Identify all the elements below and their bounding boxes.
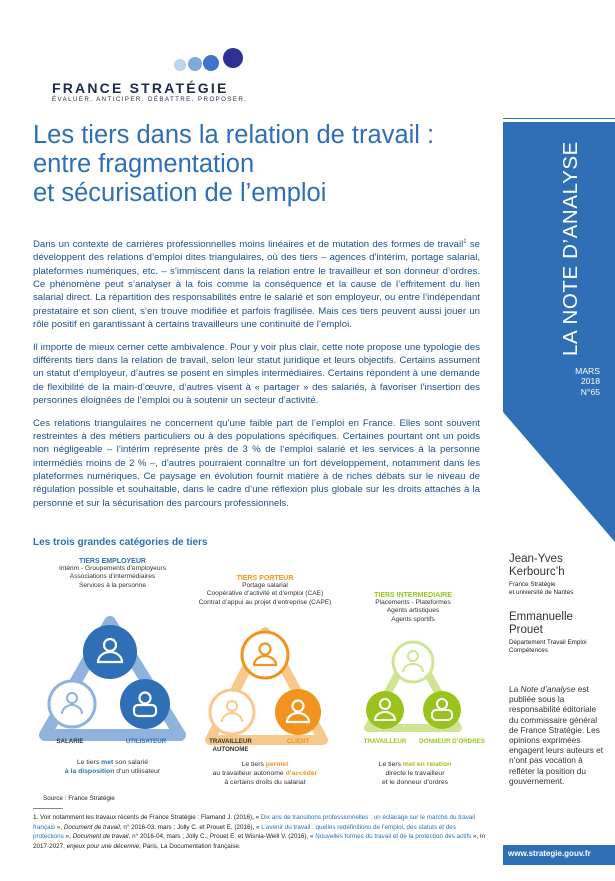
author-last-name: Prouet bbox=[509, 624, 543, 636]
group-3-caption bbox=[350, 760, 480, 792]
label-left bbox=[40, 738, 100, 750]
caption-key: à la disposition bbox=[64, 768, 115, 775]
group-porteur bbox=[210, 632, 323, 740]
group-head: TIERS PORTEUR bbox=[236, 575, 294, 582]
caption-text: Le tiers bbox=[241, 761, 266, 768]
role-label: SALARIÉ bbox=[56, 738, 84, 745]
paragraph-text: Dans un contexte de carrières professionnelles moins linéaires et de mutation des formes de travail bbox=[33, 239, 464, 251]
series-title bbox=[525, 128, 595, 358]
footnote-text: Voir notamment les travaux récents de France Stratégie : Flamand J. (2016), « bbox=[38, 814, 261, 821]
title-line: entre fragmentation bbox=[33, 150, 255, 178]
footnote-text: », bbox=[63, 833, 73, 841]
footnote-text: », bbox=[55, 823, 64, 831]
role-label: TRAVAILLEUR bbox=[209, 738, 252, 745]
caption-text: son salarié bbox=[113, 759, 149, 766]
role-label: CLIENT bbox=[286, 738, 310, 745]
footnote bbox=[33, 813, 488, 851]
title-line: Les tiers dans la relation de travail : bbox=[33, 121, 435, 149]
issue-year: 2018 bbox=[580, 376, 600, 387]
group-2-caption bbox=[180, 760, 350, 792]
caption-text: Le tiers bbox=[378, 761, 403, 768]
paragraph: Ces relations triangulaires ne concernent qu’une faible part de l’emploi en France. Elles sont souvent restreintes à des métiers particuliers ou à des populations spécifiques. Certaines pourtant ont un poids non négligeable – l’intérim représente près de 3 % de l’emploi salarié et les services à la personne intermédiés moins de 2 % –, d’autres pourraient connaître un fort développement, notamment dans les plateformes numériques. Ce paysage en évolution fournit matière à de riches débats sur le niveau de régulation possible et souhaitable, dans le cadre d’une réflexion plus globale sur les droits attachés à la personne et sur la sécurisation des parcours professionnels. bbox=[33, 417, 480, 509]
footnote-link[interactable]: Dix ans de transitions professionnelles : un éclairage sur le marché du travail français bbox=[33, 814, 476, 831]
group-head: TIERS INTERMÉDIAIRE bbox=[374, 592, 452, 599]
caption-key: met en relation bbox=[402, 761, 452, 768]
author-last-name: Kerbourc’h bbox=[509, 566, 565, 578]
issue-info bbox=[560, 366, 600, 397]
group-1-header bbox=[30, 558, 195, 606]
logo-name: FRANCE STRATÉGIE bbox=[52, 80, 229, 96]
role-label: TRAVAILLEUR bbox=[363, 738, 407, 745]
author-affiliation bbox=[509, 639, 609, 655]
caption-key: permet bbox=[265, 761, 289, 768]
caption-key: d’accéder bbox=[285, 770, 318, 777]
caption-line: et le donneur d’ordres bbox=[381, 779, 449, 786]
caption-line bbox=[30, 767, 195, 776]
caption-line bbox=[30, 758, 195, 767]
paragraph bbox=[33, 236, 480, 331]
group-example: Services à la personne bbox=[78, 581, 147, 589]
author-2 bbox=[509, 611, 609, 655]
series-title-text: LA NOTE D’ANALYSE bbox=[559, 141, 582, 356]
group-1-caption bbox=[30, 758, 195, 782]
tiers-diagram bbox=[30, 552, 500, 800]
group-intermediaire bbox=[366, 642, 461, 729]
affiliation-line: et université de Nantes bbox=[509, 589, 574, 596]
group-example: Contrat d’appui au projet d’entreprise (CAPE) bbox=[198, 598, 332, 606]
caption-key: met bbox=[101, 759, 114, 766]
role-label: AUTONOME bbox=[212, 746, 249, 753]
footnote-italic: enjeux pour une décennie bbox=[66, 842, 140, 850]
label-left bbox=[198, 738, 263, 760]
affiliation-line: Département Travail Emploi bbox=[509, 639, 587, 646]
footnote-text: , n° 2016-04, mars ; Jolly C., Prouet E. et Wisnia-Weill V. (2016), « bbox=[128, 833, 316, 841]
paragraph: Il importe de mieux cerner cette ambivalence. Pour y voir plus clair, cette note propose une typologie des différents tiers dans la relation de travail, selon leur statut juridique et leurs objectifs. Certains assument un statut d’employeur, d’autres se posent en simples intermédiaires. Certains répondent à une demande de flexibilité de la main-d’œuvre, d’autres visent à « partager » des salariés, à favoriser l’insertion des personnes éloignées de l’emploi ou à soutenir un secteur d’activité. bbox=[33, 341, 480, 406]
group-head: TIERS EMPLOYEUR bbox=[79, 558, 146, 565]
logo-dots bbox=[172, 44, 252, 74]
group-example: Portage salarial bbox=[242, 582, 288, 589]
editorial-note bbox=[509, 684, 604, 786]
title-line: et sécurisation de l’emploi bbox=[33, 179, 327, 207]
logo-tagline: ÉVALUER. ANTICIPER. DÉBATTRE. PROPOSER. bbox=[52, 96, 248, 103]
paragraph-text: se développent des relations d’emploi dites triangulaires, où des tiers – agences d’intérim, portage salarial, plateformes numériques, etc. – s’immiscent dans la relation entre le travailleur et son donneur d’ordres. Ce phénomène peut s’analyser à la fois comme la conséquence et la cause de l’effritement du lien salarial direct. La répartition des responsabilités entre le salarié et son employeur, ou entre l’indépendant prestataire et son client, s’en trouve modifiée et parfois fragilisée. Mais ces tiers peuvent aussi jouer un rôle positif en garantissant à certains travailleurs une continuité de l’emploi. bbox=[33, 239, 480, 330]
author-affiliation bbox=[509, 581, 609, 597]
note-text: La bbox=[509, 684, 521, 694]
caption-line bbox=[350, 760, 480, 769]
footnote-text: , n° 2016-03, mars ; Jolly C. et Prouet E. (2016), « bbox=[119, 823, 262, 831]
group-example: Coopérative d’activité et d’emploi (CAE) bbox=[206, 590, 324, 598]
footnote-text: », in 2017-2027, bbox=[33, 833, 485, 850]
footnote-link[interactable]: Nouvelles formes du travail et de la protection des actifs bbox=[315, 833, 472, 841]
role-label: DONNEUR D’ORDRES bbox=[419, 738, 485, 745]
group-example: Agents artistiques bbox=[386, 607, 440, 615]
issue-number: N°65 bbox=[580, 386, 600, 397]
caption-line: directe le travailleur bbox=[385, 770, 445, 777]
group-example: Associations d’intermédiaires bbox=[69, 573, 156, 581]
footnote-text: , Paris, La Documentation française. bbox=[139, 842, 241, 850]
footnote-italic: Document de travail bbox=[72, 833, 129, 841]
group-2-header bbox=[180, 575, 350, 620]
figure-source: Source : France Stratégie bbox=[43, 795, 115, 802]
author-first-name: Jean-Yves bbox=[509, 553, 563, 565]
caption-text: d’un utilisateur bbox=[114, 768, 161, 775]
group-example: Agents sportifs bbox=[391, 615, 435, 623]
group-employeur bbox=[45, 622, 180, 735]
caption-line: à certains droits du salariat bbox=[224, 779, 306, 786]
affiliation-line: France Stratégie bbox=[509, 581, 556, 588]
footnote-separator bbox=[33, 808, 63, 809]
author-name bbox=[509, 553, 609, 579]
caption-line bbox=[180, 769, 350, 778]
label-right bbox=[412, 738, 492, 750]
author-1 bbox=[509, 553, 609, 597]
author-name bbox=[509, 611, 609, 637]
band-top-line bbox=[503, 118, 615, 119]
label-left bbox=[356, 738, 414, 750]
author-first-name: Emmanuelle bbox=[509, 611, 573, 623]
label-right bbox=[110, 738, 182, 750]
issue-month: MARS bbox=[575, 366, 600, 376]
website-link[interactable]: www.strategie.gouv.fr bbox=[508, 849, 591, 858]
figure-title: Les trois grandes catégories de tiers bbox=[33, 537, 208, 548]
footnote-italic: Document de travail bbox=[63, 823, 120, 831]
footnote-number: 1. bbox=[33, 814, 39, 821]
note-text: est publiée sous la responsabilité éditoriale du commissaire général de France Stratégie. Les opinions exprimées engagent leurs auteurs et n’ont pas vocation à refléter la position du gouvernement. bbox=[509, 684, 604, 786]
footnote-link[interactable]: L’avenir du travail : quelles redéfinitions de l’emploi, des statuts et des protections bbox=[33, 823, 456, 841]
group-3-header bbox=[348, 592, 478, 637]
role-label: UTILISATEUR bbox=[125, 738, 167, 745]
intro-text bbox=[33, 236, 480, 519]
page-title bbox=[33, 121, 503, 208]
group-example: Intérim - Groupements d’employeurs bbox=[58, 565, 166, 572]
caption-text: au travailleur autonome bbox=[212, 770, 286, 777]
caption-line bbox=[180, 760, 350, 769]
footnote-ref[interactable]: 1 bbox=[463, 239, 467, 245]
affiliation-line: Compétences bbox=[509, 647, 548, 654]
group-example: Placements - Plateformes bbox=[375, 599, 451, 606]
note-series-name: Note d’analyse bbox=[520, 684, 576, 694]
caption-text: Le tiers bbox=[76, 759, 102, 766]
label-right bbox=[270, 738, 326, 750]
